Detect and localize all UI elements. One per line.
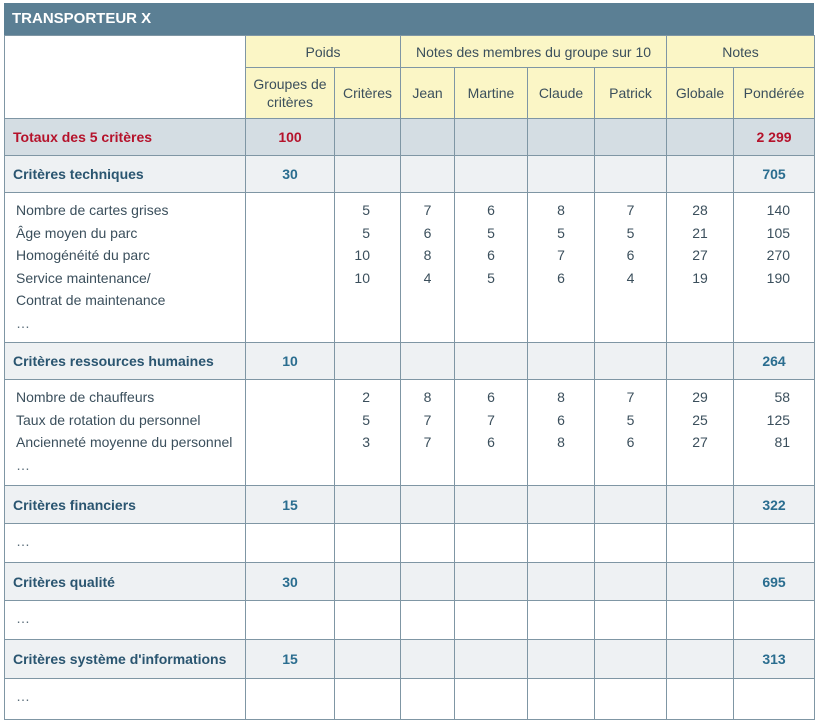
values-ponderee — [734, 679, 815, 720]
value-ponderee: 105 — [766, 224, 791, 241]
criteria-list — [5, 679, 246, 720]
values-claude — [528, 380, 595, 486]
value-ponderee: 270 — [766, 247, 791, 263]
header-claude: Claude — [528, 68, 595, 119]
value-patrick: 7 — [626, 389, 635, 405]
criterion-label: … — [16, 456, 30, 473]
values-claude — [528, 601, 595, 640]
values-martine — [455, 193, 528, 343]
values-jean — [401, 524, 455, 563]
value-martine: 7 — [487, 411, 495, 428]
header-criteres: Critères — [335, 68, 401, 119]
header-globale: Globale — [667, 68, 734, 119]
value-claude: 7 — [557, 247, 565, 263]
group-ponderee: 705 — [734, 156, 815, 193]
header-patrick: Patrick — [595, 68, 667, 119]
total-row — [5, 119, 815, 156]
criteria-list — [5, 380, 246, 486]
group-label: Critères techniques — [5, 156, 246, 193]
value-martine: 6 — [487, 434, 495, 450]
value-martine: 5 — [487, 224, 495, 241]
value-globale: 19 — [692, 269, 708, 286]
value-criteres: 10 — [354, 247, 370, 263]
values-globale — [667, 380, 734, 486]
value-martine: 5 — [487, 269, 495, 286]
group-label: Critères qualité — [5, 563, 246, 601]
value-ponderee: 58 — [774, 389, 791, 405]
value-criteres: 5 — [362, 411, 370, 428]
value-patrick: 4 — [626, 269, 635, 286]
values-jean — [401, 193, 455, 343]
value-patrick: 7 — [626, 202, 635, 218]
header-jean: Jean — [401, 68, 455, 119]
group-ponderee: 695 — [734, 563, 815, 601]
values-claude — [528, 679, 595, 720]
total-label: Totaux des 5 critères — [5, 119, 246, 156]
value-jean: 7 — [423, 434, 432, 450]
values-criteres — [335, 524, 401, 563]
value-claude: 6 — [557, 411, 565, 428]
group-label: Critères ressources humaines — [5, 343, 246, 380]
group-row — [5, 343, 815, 380]
value-jean: 4 — [423, 269, 432, 286]
criterion-label: … — [16, 688, 30, 704]
values-jean — [401, 380, 455, 486]
value-globale: 27 — [692, 247, 708, 263]
value-claude: 5 — [557, 224, 565, 241]
evaluation-table-container — [4, 3, 814, 720]
group-label: Critères système d'informations — [5, 640, 246, 679]
values-criteres — [335, 193, 401, 343]
value-patrick: 5 — [626, 411, 635, 428]
values-jean — [401, 679, 455, 720]
value-jean: 7 — [423, 202, 432, 218]
total-poids: 100 — [246, 119, 335, 156]
value-globale: 21 — [692, 224, 708, 241]
values-jean — [401, 601, 455, 640]
values-globale — [667, 679, 734, 720]
detail-row — [5, 601, 815, 640]
value-patrick: 5 — [626, 224, 635, 241]
detail-row — [5, 193, 815, 343]
value-jean: 8 — [423, 247, 432, 263]
values-patrick — [595, 524, 667, 563]
criterion-label: … — [16, 314, 30, 331]
values-globale — [667, 524, 734, 563]
criterion-label: … — [16, 533, 30, 549]
criterion-label: … — [16, 610, 30, 626]
values-patrick — [595, 601, 667, 640]
value-globale: 29 — [692, 389, 708, 405]
group-poids: 15 — [246, 640, 335, 679]
criterion-label: Nombre de cartes grises — [16, 202, 169, 218]
value-criteres: 3 — [362, 434, 370, 450]
values-martine — [455, 524, 528, 563]
group-poids: 15 — [246, 486, 335, 524]
values-ponderee — [734, 601, 815, 640]
value-ponderee: 190 — [766, 269, 791, 286]
criteria-list — [5, 524, 246, 563]
criterion-label: Contrat de maintenance — [16, 292, 166, 308]
values-criteres — [335, 679, 401, 720]
value-patrick: 6 — [626, 434, 635, 450]
criterion-label: Âge moyen du parc — [16, 224, 138, 241]
values-criteres — [335, 601, 401, 640]
criterion-label: Nombre de chauffeurs — [16, 389, 155, 405]
value-jean: 7 — [423, 411, 432, 428]
value-ponderee: 140 — [766, 202, 791, 218]
group-ponderee: 313 — [734, 640, 815, 679]
value-globale: 25 — [692, 411, 708, 428]
values-claude — [528, 193, 595, 343]
header-notes: Notes — [667, 36, 815, 68]
values-martine — [455, 679, 528, 720]
value-criteres: 5 — [362, 202, 370, 218]
criterion-label: Taux de rotation du personnel — [16, 411, 201, 428]
value-martine: 6 — [487, 389, 495, 405]
values-ponderee — [734, 380, 815, 486]
value-martine: 6 — [487, 247, 495, 263]
value-jean: 8 — [423, 389, 432, 405]
header-row-top — [5, 36, 815, 68]
value-claude: 8 — [557, 434, 565, 450]
group-poids: 10 — [246, 343, 335, 380]
group-poids: 30 — [246, 563, 335, 601]
total-ponderee: 2 299 — [734, 119, 815, 156]
values-globale — [667, 193, 734, 343]
detail-row — [5, 524, 815, 563]
header-notes-membres: Notes des membres du groupe sur 10 — [401, 36, 667, 68]
criterion-label: Service maintenance/ — [16, 269, 151, 286]
values-martine — [455, 380, 528, 486]
value-ponderee: 81 — [774, 434, 791, 450]
values-patrick — [595, 193, 667, 343]
criterion-label: Homogénéité du parc — [16, 247, 150, 263]
value-claude: 8 — [557, 389, 565, 405]
detail-row — [5, 380, 815, 486]
header-martine: Martine — [455, 68, 528, 119]
header-poids: Poids — [246, 36, 401, 68]
value-globale: 27 — [692, 434, 708, 450]
values-criteres — [335, 380, 401, 486]
values-globale — [667, 601, 734, 640]
value-criteres: 10 — [354, 269, 370, 286]
value-criteres: 5 — [362, 224, 370, 241]
criteria-list — [5, 193, 246, 343]
values-patrick — [595, 679, 667, 720]
value-martine: 6 — [487, 202, 495, 218]
header-blank-cell — [5, 36, 246, 119]
evaluation-table — [4, 35, 815, 720]
values-ponderee — [734, 524, 815, 563]
table-title: TRANSPORTEUR X — [4, 3, 814, 35]
values-martine — [455, 601, 528, 640]
criterion-label: Ancienneté moyenne du personnel — [16, 434, 233, 450]
detail-row — [5, 679, 815, 720]
group-label: Critères financiers — [5, 486, 246, 524]
header-groupes-criteres: Groupes de critères — [246, 68, 335, 119]
group-row — [5, 563, 815, 601]
values-patrick — [595, 380, 667, 486]
value-globale: 28 — [692, 202, 708, 218]
value-claude: 8 — [557, 202, 565, 218]
group-ponderee: 264 — [734, 343, 815, 380]
value-patrick: 6 — [626, 247, 635, 263]
criteria-list — [5, 601, 246, 640]
values-ponderee — [734, 193, 815, 343]
value-claude: 6 — [557, 269, 565, 286]
header-ponderee: Pondérée — [734, 68, 815, 119]
group-row — [5, 156, 815, 193]
value-jean: 6 — [423, 224, 432, 241]
group-poids: 30 — [246, 156, 335, 193]
group-ponderee: 322 — [734, 486, 815, 524]
value-criteres: 2 — [362, 389, 370, 405]
values-claude — [528, 524, 595, 563]
group-row — [5, 486, 815, 524]
group-row — [5, 640, 815, 679]
value-ponderee: 125 — [766, 411, 791, 428]
